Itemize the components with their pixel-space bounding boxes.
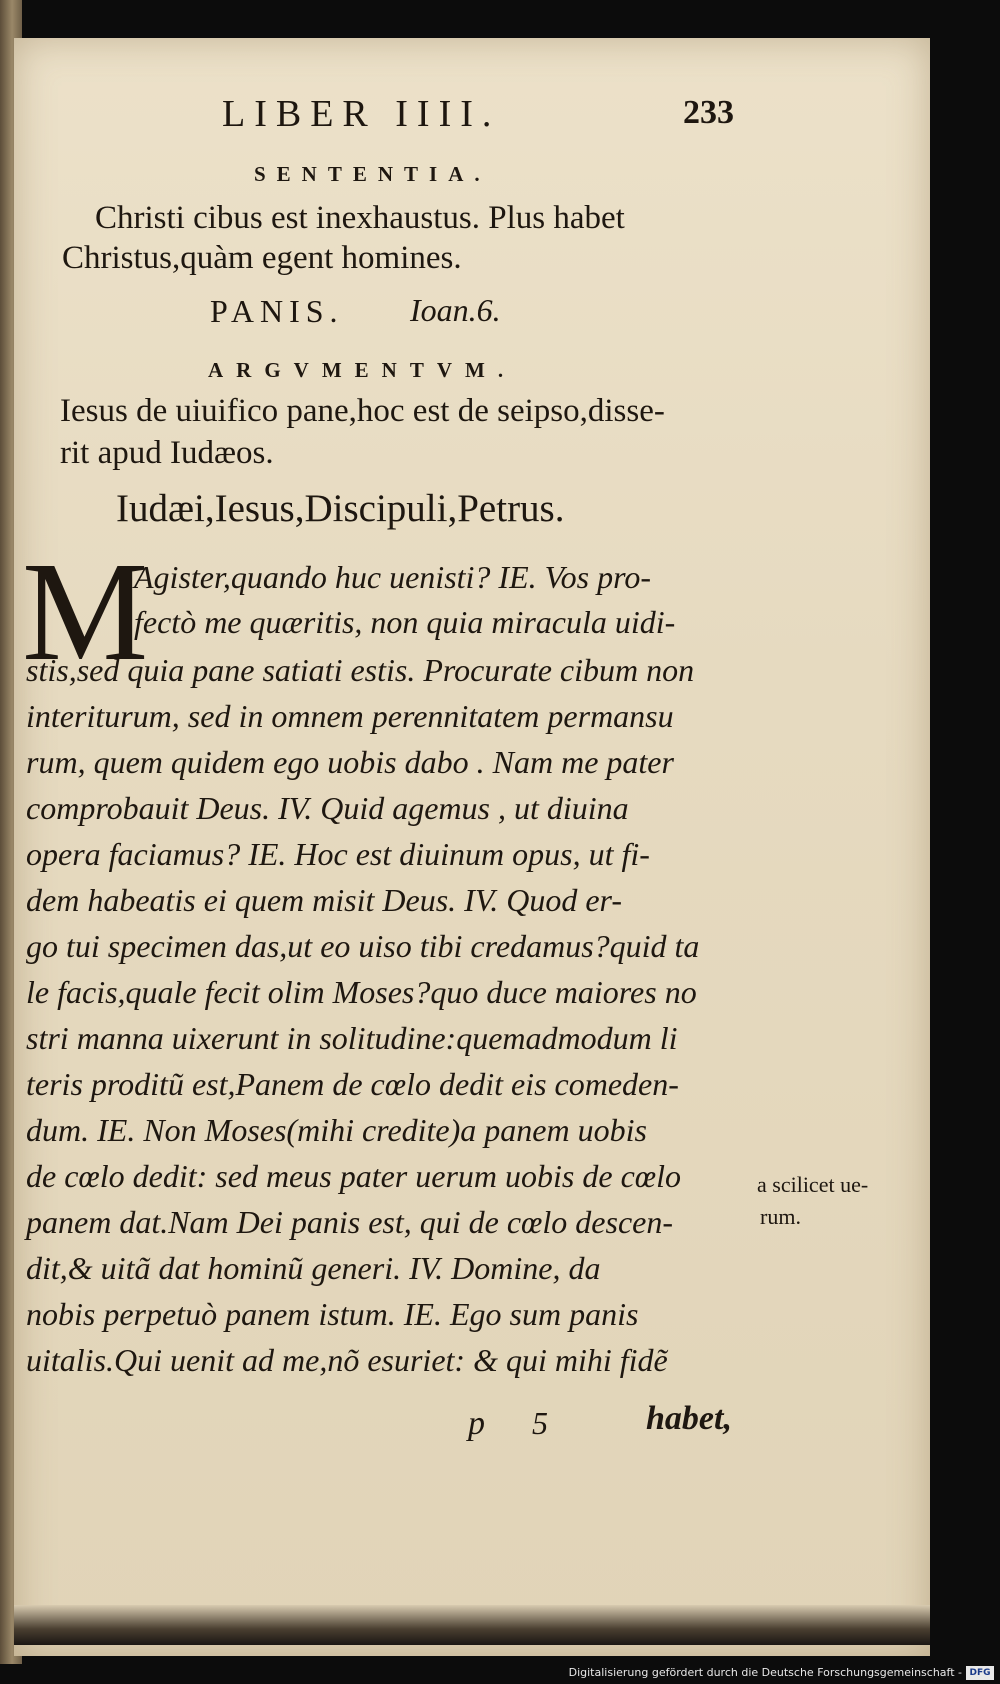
dialogue-line: opera faciamus? IE. Hoc est diuinum opus, ut fi- <box>26 836 650 872</box>
dialogue-line: nobis perpetuò panem istum. IE. Ego sum panis <box>26 1296 639 1332</box>
digitization-credit: Digitalisierung gefördert durch die Deutsche Forschungsgemeinschaft - <box>568 1666 962 1679</box>
dialogue-line: dit,& uitã dat hominũ generi. IV. Domine, da <box>26 1250 601 1286</box>
signature-number: 5 <box>532 1405 548 1441</box>
dialogue-line: panem dat.Nam Dei panis est, qui de cœlo descen- <box>26 1204 673 1240</box>
dfg-logo-icon: DFG <box>966 1666 994 1680</box>
dialogue-line: go tui specimen das,ut eo uiso tibi credamus?quid ta <box>26 928 700 964</box>
dialogue-line: comprobauit Deus. IV. Quid agemus , ut diuina <box>26 790 629 826</box>
dialogue-line: rum, quem quidem ego uobis dabo . Nam me pater <box>26 744 674 780</box>
panis-heading: PANIS. <box>210 293 344 329</box>
dialogue-line: stis,sed quia pane satiati estis. Procurate cibum non <box>26 652 695 688</box>
sententia-line: Christi cibus est inexhaustus. Plus habet <box>95 200 625 236</box>
sententia-heading: SENTENTIA. <box>254 162 491 186</box>
dialogue-line: interiturum, sed in omnem perennitatem permansu <box>26 698 674 734</box>
dialogue-line: dem habeatis ei quem misit Deus. IV. Quod er- <box>26 882 623 918</box>
dialogue-line: de cœlo dedit: sed meus pater uerum uobis de cœlo <box>26 1158 681 1194</box>
argumentum-line: Iesus de uiuifico pane,hoc est de seipso,disse- <box>60 393 665 429</box>
dialogue-line: teris proditũ est,Panem de cœlo dedit eis comeden- <box>26 1066 679 1102</box>
dialogue-line: stri manna uixerunt in solitudine:quemadmodum li <box>26 1020 678 1056</box>
dialogue-line: fectò me quæritis, non quia miracula uidi- <box>134 604 676 640</box>
dialogue-line: uitalis.Qui uenit ad me,nõ esuriet: & qui mihi fidẽ <box>26 1342 668 1378</box>
catchword: habet, <box>646 1400 732 1437</box>
argumentum-line: rit apud Iudæos. <box>60 435 274 471</box>
dialogue-line: Agister,quando huc uenisti? IE. Vos pro- <box>134 559 651 595</box>
running-head: LIBER IIII. <box>222 93 501 135</box>
marginal-note-line: rum. <box>760 1204 801 1229</box>
page-bottom-edge <box>14 1605 930 1645</box>
drop-cap-initial: M <box>22 532 149 690</box>
sententia-line: Christus,quàm egent homines. <box>62 240 462 276</box>
marginal-note-line: a scilicet ue- <box>757 1172 869 1197</box>
dialogue-line: dum. IE. Non Moses(mihi credite)a panem uobis <box>26 1112 647 1148</box>
dramatis-personae: Iudæi,Iesus,Discipuli,Petrus. <box>116 487 565 530</box>
folio-number: 233 <box>683 94 734 131</box>
argumentum-heading: ARGVMENTVM. <box>208 358 517 382</box>
signature-mark: p <box>468 1405 485 1442</box>
dialogue-line: le facis,quale fecit olim Moses?quo duce maiores no <box>26 974 697 1010</box>
scripture-reference: Ioan.6. <box>410 292 501 328</box>
